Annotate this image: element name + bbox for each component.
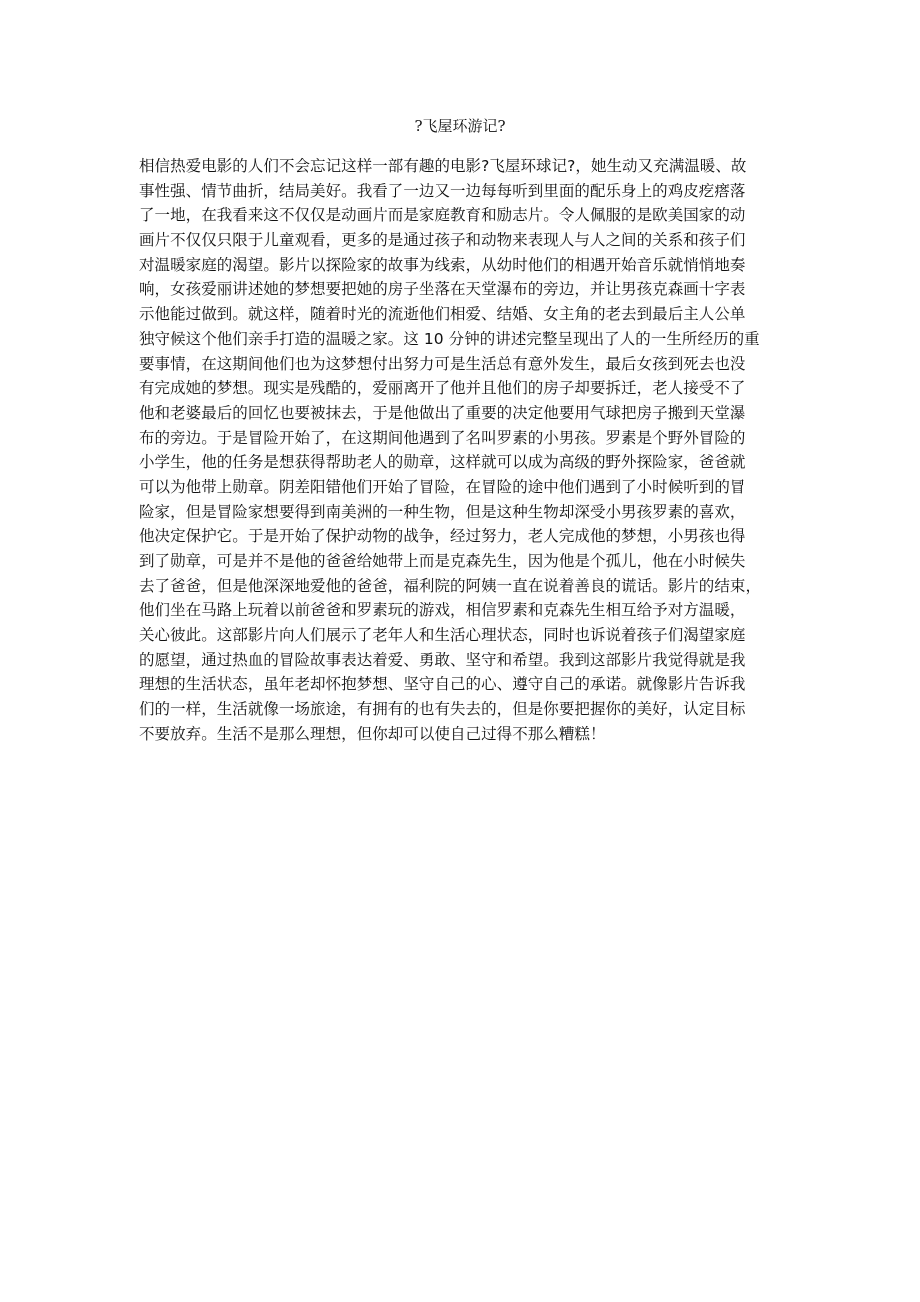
body-line: 险家，但是冒险家想要得到南美洲的一种生物，但是这种生物却深受小男孩罗素的喜欢， bbox=[139, 502, 746, 521]
body-line: 理想的生活状态，虽年老却怀抱梦想、坚守自己的心、遵守自己的承诺。就像影片告诉我 bbox=[139, 675, 746, 694]
body-line: 示他能过做到。就这样，随着时光的流逝他们相爱、结婚、女主角的老去到最后主人公单 bbox=[139, 305, 746, 324]
body-line: 相信热爱电影的人们不会忘记这样一部有趣的电影?飞屋环球记?，她生动又充满温暖、故 bbox=[139, 157, 747, 175]
body-line: 关心彼此。这部影片向人们展示了老年人和生活心理状态，同时也诉说着孩子们渴望家庭 bbox=[139, 626, 746, 645]
body-line: 到了勋章，可是并不是他的爸爸给她带上而是克森先生，因为他是个孤儿，他在小时候失 bbox=[139, 552, 746, 570]
body-line: 有完成她的梦想。现实是残酷的，爱丽离开了他并且他们的房子却要拆迁，老人接受不了 bbox=[139, 379, 746, 398]
body-line: 要事情，在这期间他们也为这梦想付出努力可是生活总有意外发生，最后女孩到死去也没 bbox=[139, 354, 746, 373]
body-line: 响，女孩爱丽讲述她的梦想要把她的房子坐落在天堂瀑布的旁边，并让男孩克森画十字表 bbox=[139, 280, 746, 299]
body-line: 事性强、情节曲折，结局美好。我看了一边又一边每每听到里面的配乐身上的鸡皮疙瘩落 bbox=[139, 181, 746, 200]
body-line: 他决定保护它。于是开始了保护动物的战争，经过努力，老人完成他的梦想，小男孩也得 bbox=[139, 527, 746, 546]
body-line: 他和老婆最后的回忆也要被抹去，于是他做出了重要的决定他要用气球把房子搬到天堂瀑 bbox=[139, 403, 746, 422]
document-body bbox=[139, 154, 779, 747]
body-line: 了一地，在我看来这不仅仅是动画片而是家庭教育和励志片。令人佩服的是欧美国家的动 bbox=[139, 206, 746, 225]
document-title: ?飞屋环游记? bbox=[414, 117, 506, 135]
body-line: 们的一样，生活就像一场旅途，有拥有的也有失去的，但是你要把握你的美好，认定目标 bbox=[139, 700, 746, 719]
body-line: 布的旁边。于是冒险开始了，在这期间他遇到了名叫罗素的小男孩。罗素是个野外冒险的 bbox=[139, 428, 746, 447]
body-line: 去了爸爸，但是他深深地爱他的爸爸，福利院的阿姨一直在说着善良的谎话。影片的结束， bbox=[139, 576, 762, 595]
body-line: 可以为他带上勋章。阴差阳错他们开始了冒险，在冒险的途中他们遇到了小时候听到的冒 bbox=[139, 477, 746, 496]
body-line: 小学生，他的任务是想获得帮助老人的勋章，这样就可以成为高级的野外探险家，爸爸就 bbox=[139, 453, 746, 472]
body-line: 不要放弃。生活不是那么理想，但你却可以使自己过得不那么糟糕！ bbox=[139, 724, 606, 743]
body-line: 对温暖家庭的渴望。影片以探险家的故事为线索，从幼时他们的相遇开始音乐就悄悄地奏 bbox=[139, 255, 746, 274]
body-line: 独守候这个他们亲手打造的温暖之家。这 10 分钟的讲述完整呈现出了人的一生所经历的重 bbox=[139, 329, 760, 348]
body-line: 他们坐在马路上玩着以前爸爸和罗素玩的游戏，相信罗素和克森先生相互给予对方温暖， bbox=[139, 601, 746, 620]
body-line: 画片不仅仅只限于儿童观看，更多的是通过孩子和动物来表现人与人之间的关系和孩子们 bbox=[139, 231, 746, 250]
body-line: 的愿望，通过热血的冒险故事表达着爱、勇敢、坚守和希望。我到这部影片我觉得就是我 bbox=[139, 650, 746, 669]
